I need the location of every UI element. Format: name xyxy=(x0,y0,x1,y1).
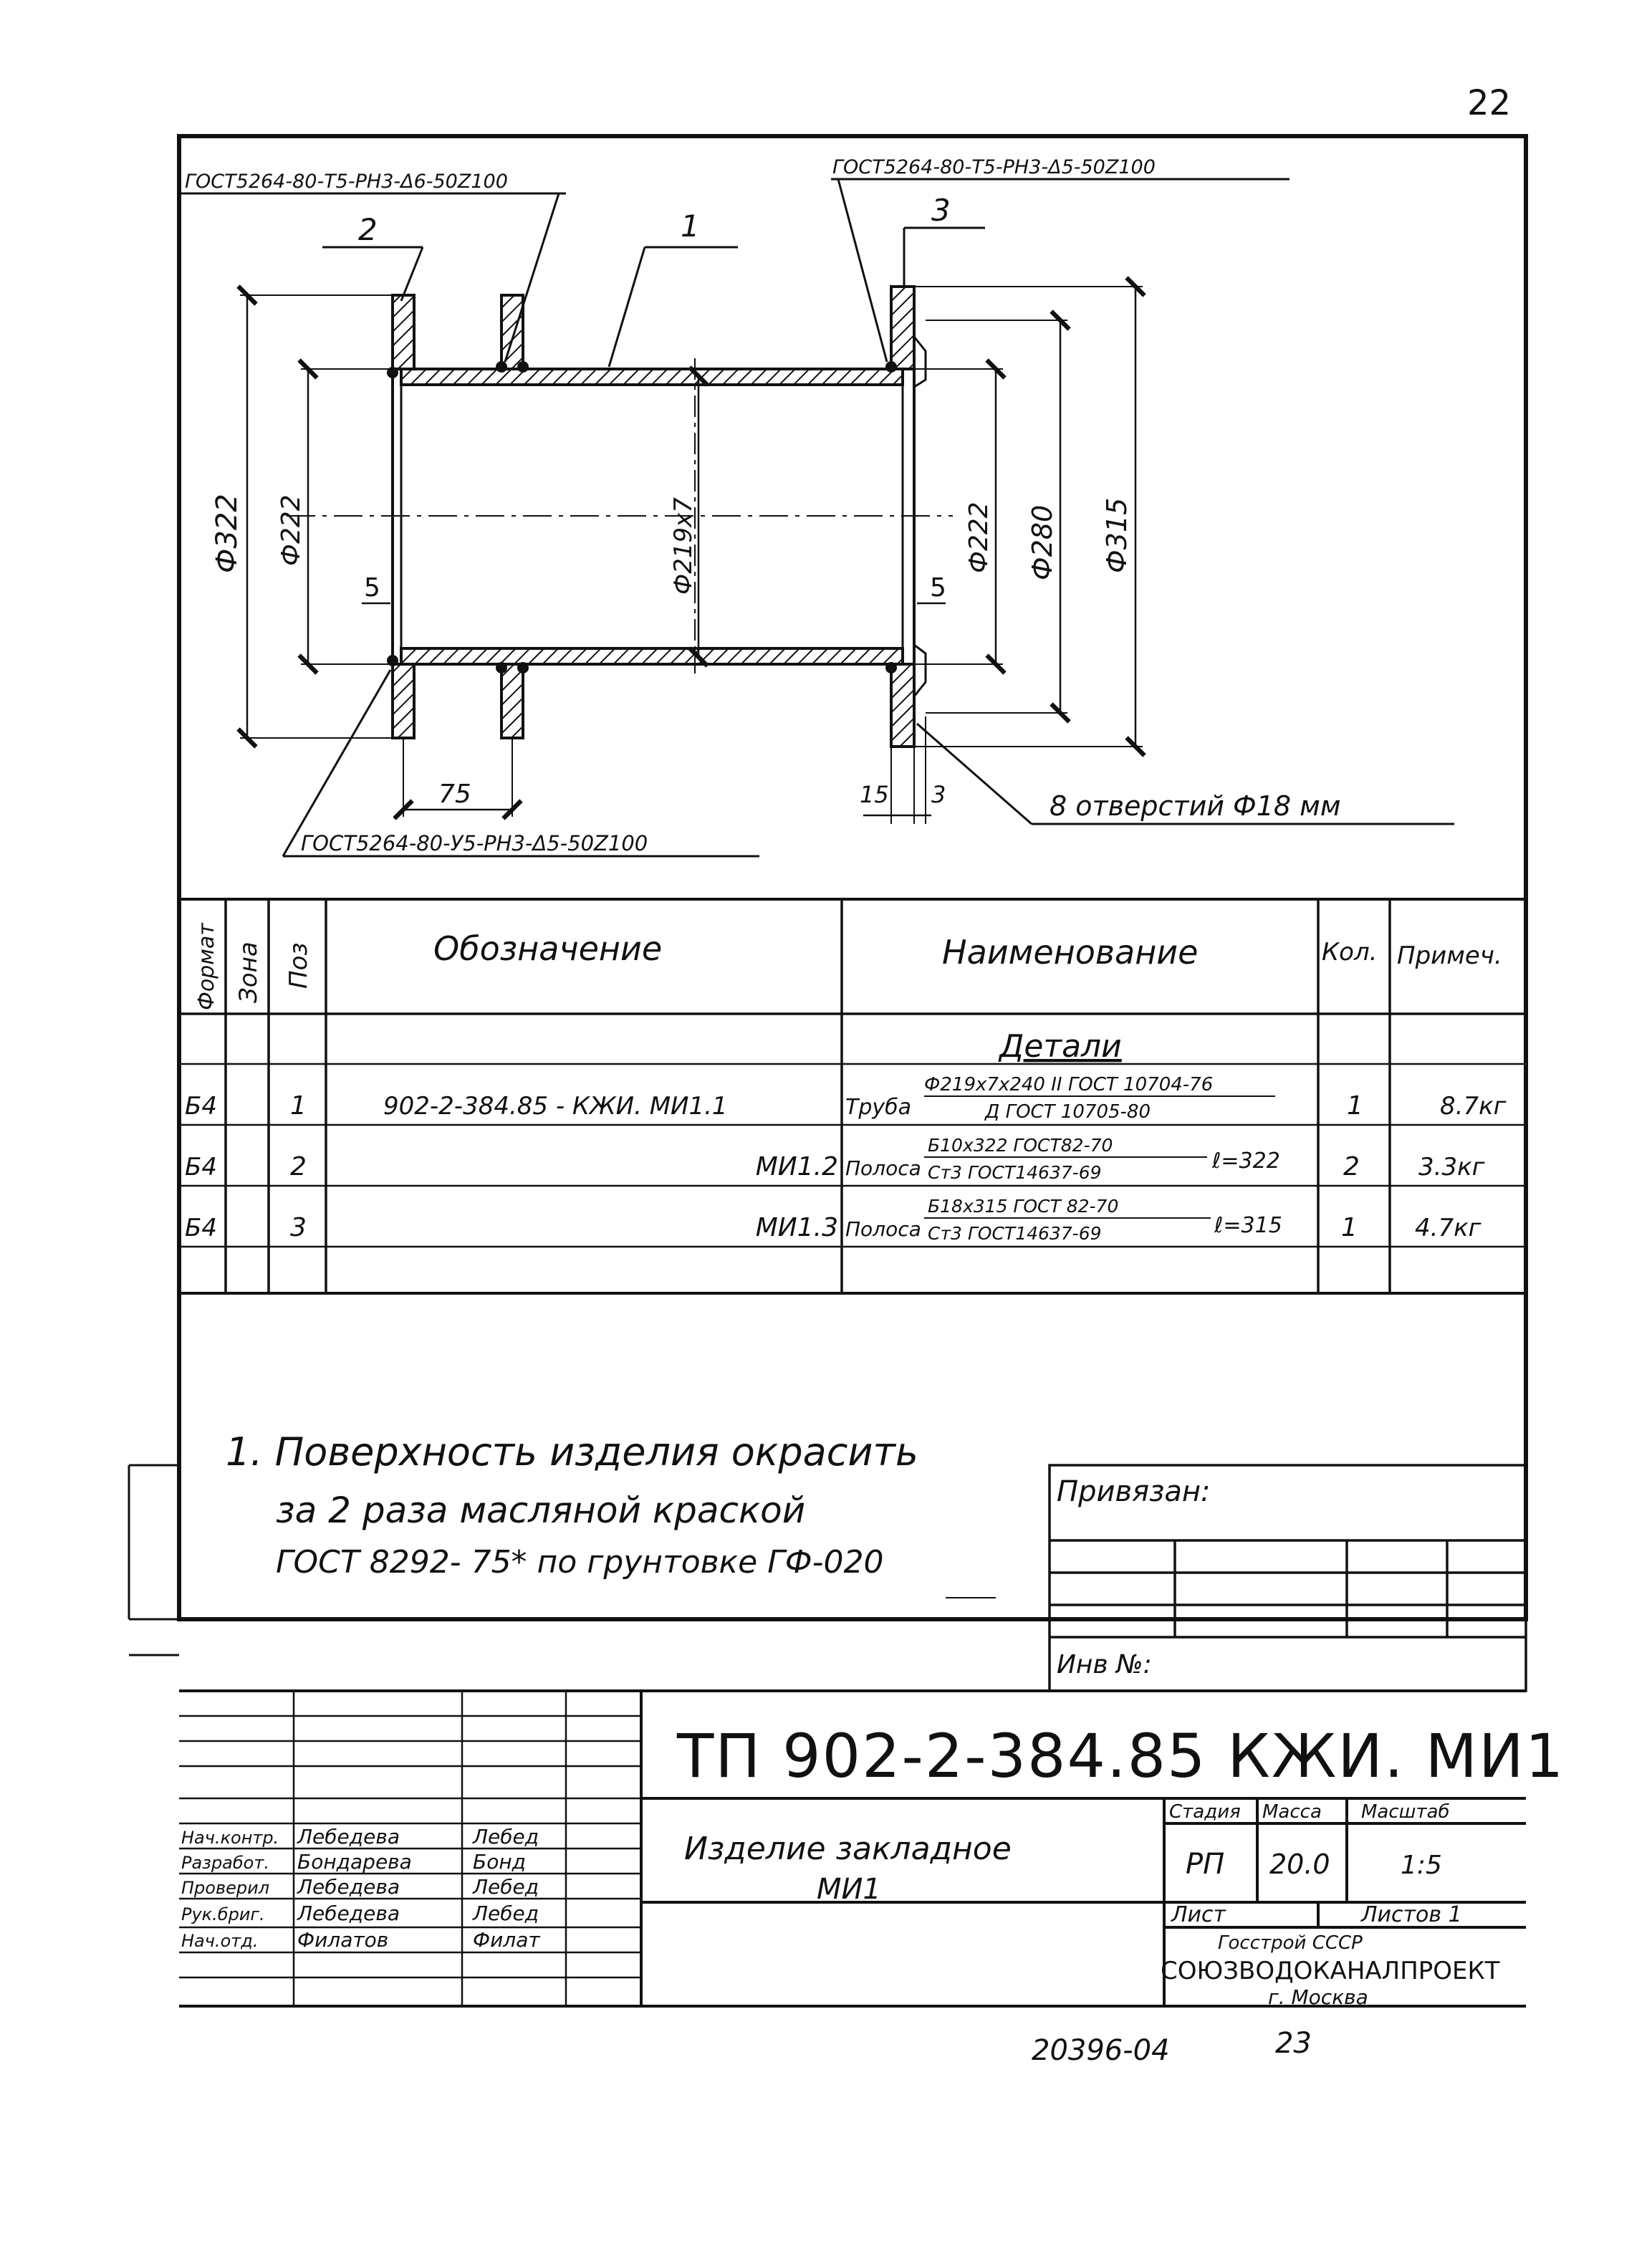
signer-role-1: Нач.контр. xyxy=(181,1828,279,1848)
strip-pos2-left-bottom xyxy=(393,664,414,738)
frame xyxy=(129,136,1526,1655)
signer-name-3: Лебедева xyxy=(297,1875,400,1899)
scale-value: 1:5 xyxy=(1401,1851,1442,1880)
signer-sign-1: Лебед xyxy=(473,1825,539,1849)
signer-name-5: Филатов xyxy=(297,1928,389,1952)
row2-length: ℓ=322 xyxy=(1212,1149,1280,1174)
row3-length: ℓ=315 xyxy=(1214,1213,1282,1238)
row1-name-top: Ф219х7х240 II ГОСТ 10704-76 xyxy=(924,1074,1214,1095)
pipe-wall-bottom xyxy=(401,648,903,664)
row3-format: Б4 xyxy=(185,1214,217,1242)
row1-qty: 1 xyxy=(1347,1091,1363,1121)
row1-pos: 1 xyxy=(290,1091,307,1121)
row2-name-top: Б10х322 ГОСТ82-70 xyxy=(928,1135,1113,1156)
row2-format: Б4 xyxy=(185,1153,217,1181)
stage-label: Стадия xyxy=(1169,1801,1241,1823)
callout-3: 3 xyxy=(931,193,951,228)
binding-block xyxy=(1050,1465,1526,1691)
mass-value: 20.0 xyxy=(1269,1849,1330,1880)
row3-name-top: Б18х315 ГОСТ 82-70 xyxy=(928,1196,1119,1217)
signer-sign-2: Бонд xyxy=(473,1850,527,1874)
signer-role-4: Рук.бриг. xyxy=(181,1904,265,1924)
row3-note: 4.7кг xyxy=(1415,1214,1481,1242)
signer-role-3: Проверил xyxy=(181,1878,270,1898)
sheet-label: Лист xyxy=(1171,1902,1226,1927)
strip-pos2-mid-top xyxy=(501,295,523,369)
spec-table xyxy=(179,899,1526,1293)
section-title: Детали xyxy=(999,1028,1122,1065)
row3-name-bottom: Ст3 ГОСТ14637-69 xyxy=(928,1223,1102,1244)
signer-name-4: Лебедева xyxy=(297,1902,400,1925)
row2-pos: 2 xyxy=(290,1152,307,1181)
mass-label: Масса xyxy=(1262,1801,1322,1823)
signer-sign-5: Филат xyxy=(473,1928,540,1952)
dim-5-left: 5 xyxy=(364,573,380,603)
org-line-1: Госстрой СССР xyxy=(1218,1932,1363,1954)
inventory-label: Инв №: xyxy=(1057,1650,1152,1679)
org-line-3: г. Москва xyxy=(1268,1985,1368,2009)
drawing-code: ТП 902-2-384.85 КЖИ. МИ1 xyxy=(677,1721,1565,1791)
dim-75: 75 xyxy=(438,780,471,809)
dim-pipe: Ф219х7 xyxy=(669,497,698,595)
signer-role-5: Нач.отд. xyxy=(181,1931,259,1951)
dim-5-right: 5 xyxy=(930,573,946,603)
header-name: Наименование xyxy=(942,933,1199,972)
row3-qty: 1 xyxy=(1341,1213,1358,1242)
dim-3: 3 xyxy=(931,781,946,808)
archive-number: 20396-04 xyxy=(1032,2034,1170,2067)
signer-name-1: Лебедева xyxy=(297,1825,400,1849)
row3-name-prefix: Полоса xyxy=(845,1217,921,1241)
page-number: 22 xyxy=(1467,83,1512,123)
dim-15: 15 xyxy=(860,781,889,808)
signer-role-2: Разработ. xyxy=(181,1853,269,1873)
callout-2: 2 xyxy=(358,212,378,247)
org-line-2: СОЮЗВОДОКАНАЛПРОЕКТ xyxy=(1161,1957,1500,1985)
part-drawing xyxy=(179,156,1454,856)
holes-note: 8 отверстий Ф18 мм xyxy=(1050,790,1341,822)
product-name-1: Изделие закладное xyxy=(684,1831,1012,1867)
signer-sign-3: Лебед xyxy=(473,1875,539,1899)
title-block xyxy=(179,1691,1565,2009)
header-note: Примеч. xyxy=(1397,941,1502,970)
callout-1: 1 xyxy=(681,208,700,244)
row2-qty: 2 xyxy=(1343,1152,1360,1181)
flange-pos3-bottom xyxy=(891,664,914,747)
binding-title: Привязан: xyxy=(1057,1475,1211,1508)
row1-note: 8.7кг xyxy=(1440,1092,1507,1121)
weld-top-right: ГОСТ5264-80-Т5-РН3-Δ5-50Z100 xyxy=(832,156,1156,178)
footer-page: 23 xyxy=(1275,2027,1312,2060)
row1-format: Б4 xyxy=(185,1092,217,1121)
row1-name-bottom: Д ГОСТ 10705-80 xyxy=(985,1101,1151,1123)
dim-d322: Ф322 xyxy=(211,494,244,573)
dim-d222-right: Ф222 xyxy=(964,502,994,573)
row1-designation: 902-2-384.85 - КЖИ. МИ1.1 xyxy=(383,1092,728,1121)
notes xyxy=(226,1429,996,1598)
signer-sign-4: Лебед xyxy=(473,1902,539,1925)
note-line-2: за 2 раза масляной краской xyxy=(276,1490,806,1531)
pipe-wall-top xyxy=(401,369,903,385)
strip-pos2-mid-bottom xyxy=(501,664,523,738)
row3-designation: МИ1.3 xyxy=(755,1213,838,1242)
product-name-2: МИ1 xyxy=(817,1873,881,1906)
row1-name-prefix: Труба xyxy=(845,1095,912,1120)
header-designation: Обозначение xyxy=(433,929,663,968)
note-line-3: ГОСТ 8292- 75* по грунтовке ГФ-020 xyxy=(276,1544,884,1581)
header-qty: Кол. xyxy=(1322,938,1378,967)
row3-pos: 3 xyxy=(290,1213,307,1242)
weld-bottom: ГОСТ5264-80-У5-РН3-Δ5-50Z100 xyxy=(301,831,648,855)
row2-name-bottom: Ст3 ГОСТ14637-69 xyxy=(928,1162,1102,1183)
header-format: Формат xyxy=(194,923,219,1010)
header-pos: Поз xyxy=(284,942,313,989)
dim-d222-left: Ф222 xyxy=(277,494,306,566)
note-line-1: 1. Поверхность изделия окрасить xyxy=(226,1429,918,1475)
signer-name-2: Бондарева xyxy=(297,1850,412,1874)
row2-note: 3.3кг xyxy=(1418,1153,1485,1181)
header-zone: Зона xyxy=(234,941,263,1003)
dim-d280: Ф280 xyxy=(1027,504,1058,580)
stage-value: РП xyxy=(1186,1848,1225,1881)
row2-designation: МИ1.2 xyxy=(755,1152,838,1181)
row2-name-prefix: Полоса xyxy=(845,1156,921,1180)
sheets-label: Листов 1 xyxy=(1361,1902,1462,1927)
dim-d315: Ф315 xyxy=(1101,497,1133,573)
scale-label: Масштаб xyxy=(1361,1801,1450,1823)
flange-pos3-top xyxy=(891,287,914,369)
strip-pos2-left-top xyxy=(393,295,414,369)
weld-top-left: ГОСТ5264-80-Т5-РН3-Δ6-50Z100 xyxy=(185,171,508,193)
